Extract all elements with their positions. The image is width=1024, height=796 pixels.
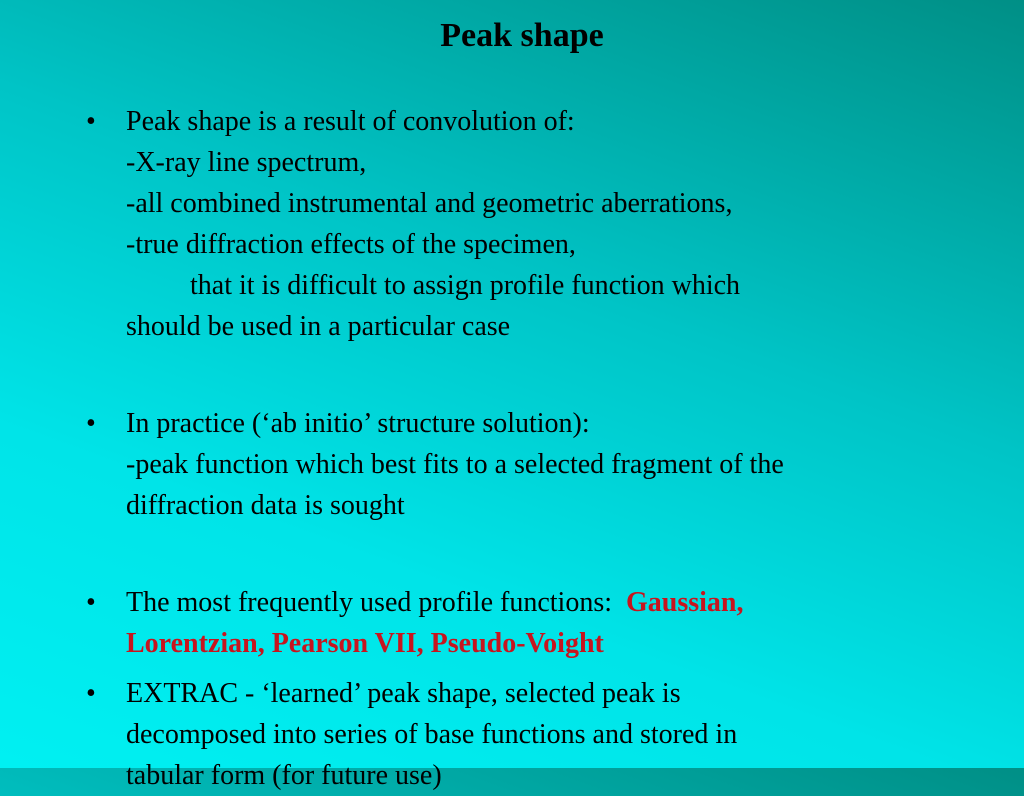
bullet-line: tabular form (for future use) [126,760,442,791]
bullet-marker: • [86,678,96,709]
bullet-marker: • [86,587,96,618]
bullet-line: -peak function which best fits to a selected fragment of the [126,449,784,480]
bullet-content [126,673,936,796]
bullet-line: diffraction data is sought [126,490,405,521]
bullet-item-profile-functions [86,582,936,664]
bullet-item-in-practice [86,403,936,526]
slide-title: Peak shape [440,17,604,54]
highlight-text: Gaussian, [626,587,744,618]
bullet-text: The most frequently used profile functions: [126,587,612,618]
bullet-line: -X-ray line spectrum, [126,147,367,178]
bullet-line: -all combined instrumental and geometric aberrations, [126,188,733,219]
bullet-marker: • [86,408,96,439]
bullet-line: that it is difficult to assign profile function which [190,270,741,301]
highlight-text: Lorentzian, Pearson VII, Pseudo-Voight [126,628,604,659]
bullet-line: -true diffraction effects of the specimen, [126,229,576,260]
bullet-line: should be used in a particular case [126,311,511,342]
bullet-line: EXTRAC - ‘learned’ peak shape, selected peak is [126,678,681,709]
bullet-item-extrac [86,673,936,796]
bullet-content [126,403,936,526]
bullet-line: Peak shape is a result of convolution of: [126,106,575,137]
bullet-line: decomposed into series of base functions and stored in [126,719,738,750]
bullet-line: In practice (‘ab initio’ structure solution): [126,408,590,439]
bullet-marker: • [86,106,96,137]
bullet-content [126,582,936,664]
bullet-content [126,101,936,347]
bullet-item-convolution [86,101,936,347]
bullet-line [126,582,936,623]
